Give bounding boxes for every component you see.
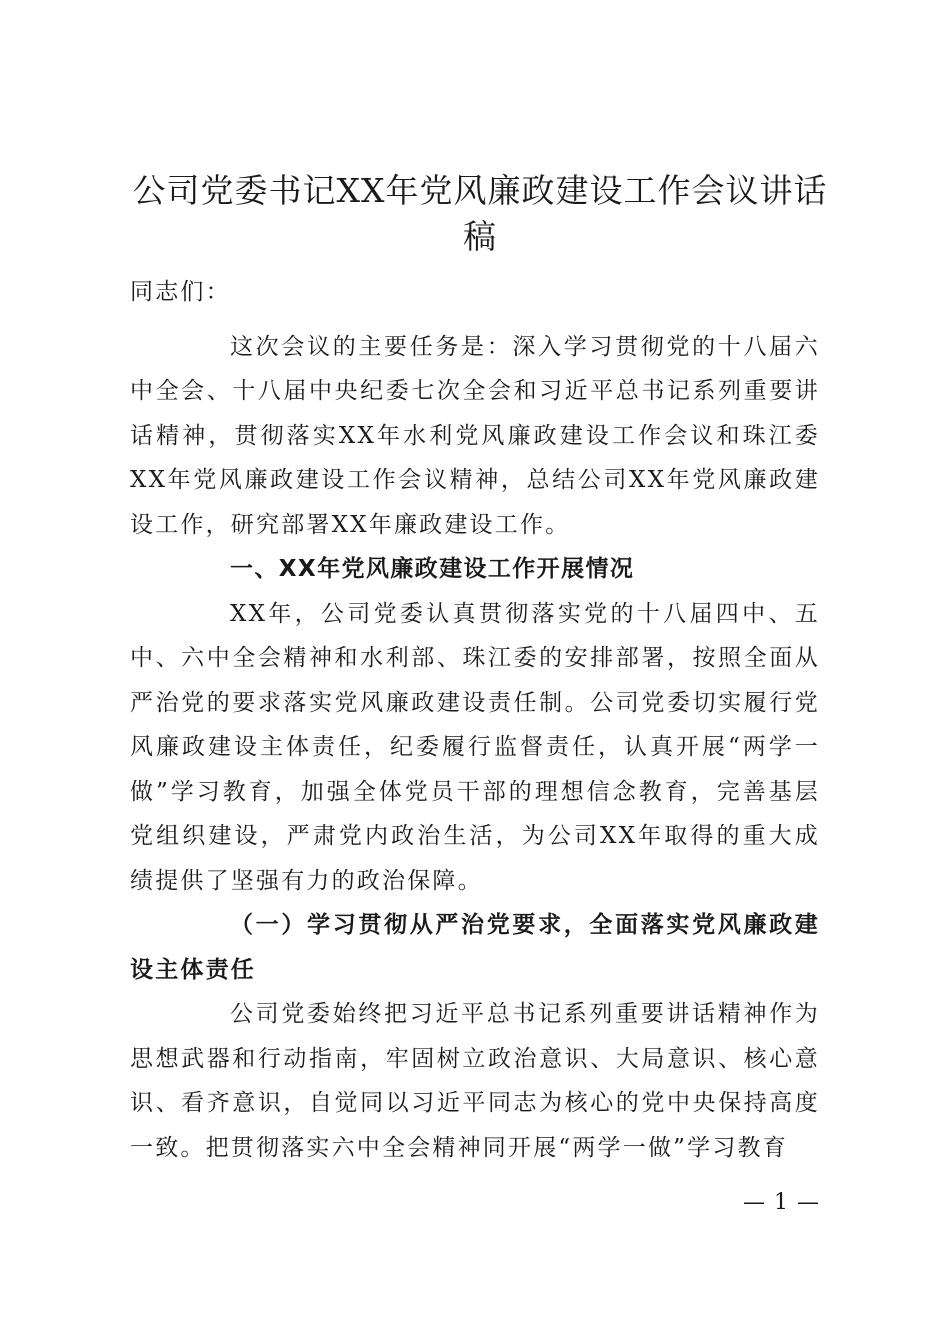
document-title: 公司党委书记XX年党风廉政建设工作会议讲话稿 xyxy=(132,171,828,256)
intro-paragraph: 这次会议的主要任务是：深入学习贯彻党的十八届六中全会、十八届中央纪委七次全会和习近平总书记系列重要讲话精神，贯彻落实XX年水利党风廉政建设工作会议和珠江委XX年党风廉政建设工作会议精神，总结公司XX年党风廉政建设工作，研究部署XX年廉政建设工作。 xyxy=(130,333,820,538)
document-body xyxy=(130,270,820,1170)
detail-paragraph: 公司党委始终把习近平总书记系列重要讲话精神作为思想武器和行动指南，牢固树立政治意识、大局意识、核心意识、看齐意识，自觉同以习近平同志为核心的党中央保持高度一致。把贯彻落实六中全会精神同开展“两学一做”学习教育 xyxy=(130,1001,820,1161)
summary-paragraph: XX年，公司党委认真贯彻落实党的十八届四中、五中、六中全会精神和水利部、珠江委的安排部署，按照全面从严治党的要求落实党风廉政建设责任制。公司党委切实履行党风廉政建设主体责任，纪委履行监督责任，认真开展“两学一做”学习教育，加强全体党员干部的理想信念教育，完善基层党组织建设，严肃党内政治生活，为公司XX年取得的重大成绩提供了坚强有力的政治保障。 xyxy=(130,600,820,894)
subsection-heading-1: （一）学习贯彻从严治党要求，全面落实党风廉政建设主体责任 xyxy=(130,911,820,983)
salutation: 同志们： xyxy=(130,279,231,305)
section-heading-1: 一、XX年党风廉政建设工作开展情况 xyxy=(230,556,635,582)
page-number: — 1 — xyxy=(743,1190,820,1215)
